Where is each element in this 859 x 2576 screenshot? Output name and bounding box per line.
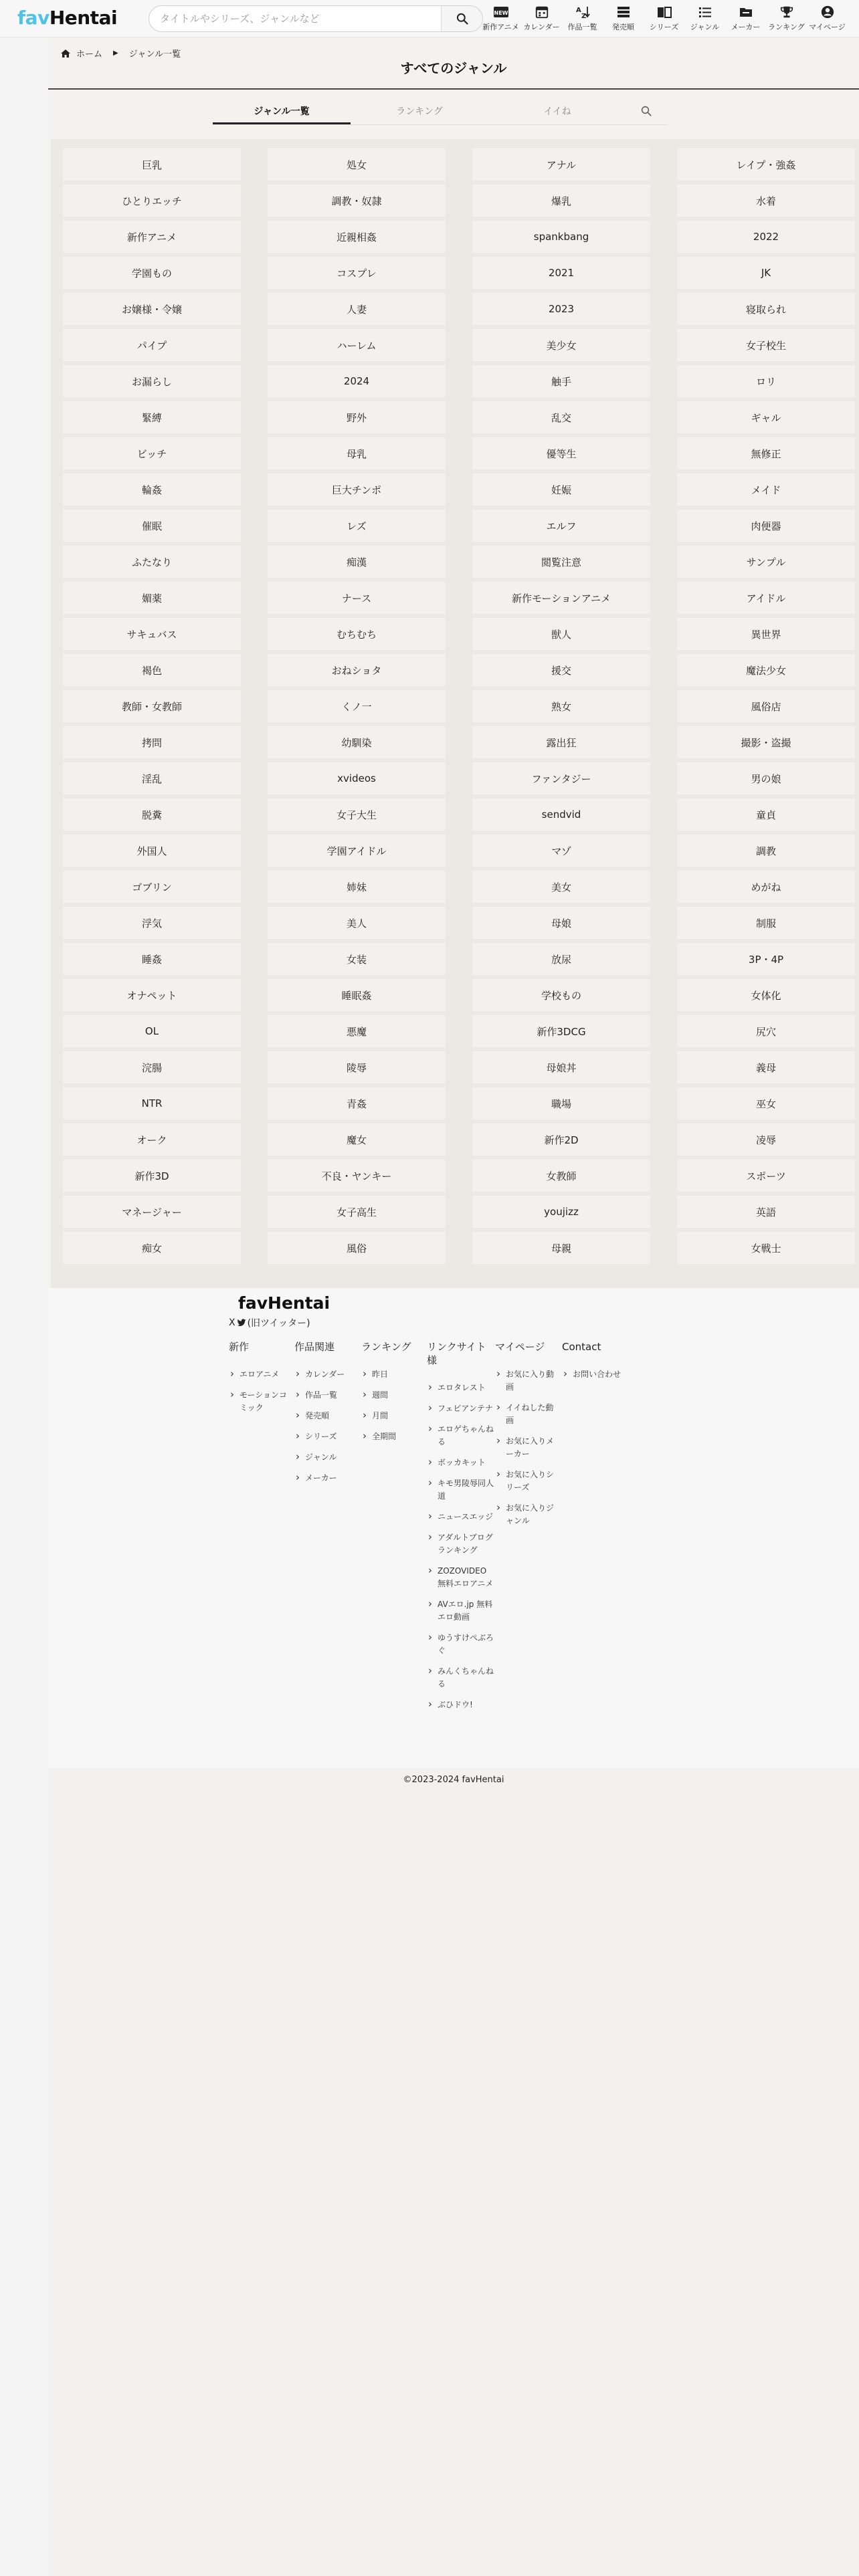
- az-sort-icon: [575, 4, 591, 20]
- genre-item[interactable]: 巫女: [677, 1087, 855, 1119]
- search-button[interactable]: [441, 6, 482, 31]
- footer-x-link[interactable]: [229, 1316, 310, 1329]
- genre-item[interactable]: 巨乳: [63, 148, 241, 181]
- genre-item[interactable]: 爆乳: [472, 185, 650, 217]
- new-badge-icon: [493, 4, 509, 20]
- genre-item[interactable]: おねショタ: [268, 654, 446, 686]
- genre-item[interactable]: 母親: [472, 1232, 650, 1264]
- genre-item[interactable]: 青姦: [268, 1087, 446, 1119]
- trophy-icon: [779, 4, 794, 20]
- tab-ranking[interactable]: ランキング: [396, 106, 443, 117]
- x-label: X: [229, 1317, 235, 1328]
- account-icon: [820, 4, 835, 20]
- genre-item[interactable]: 触手: [472, 365, 650, 397]
- genre-item[interactable]: 新作3DCG: [472, 1015, 650, 1047]
- footer-link[interactable]: › ゆうすけぺぶろぐ: [427, 1632, 494, 1657]
- genre-item[interactable]: ギャル: [677, 401, 855, 433]
- genre-item[interactable]: 睡姦: [63, 943, 241, 975]
- genre-item[interactable]: 緊縛: [63, 401, 241, 433]
- breadcrumb-current: ジャンル一覧: [128, 49, 181, 60]
- footer-column-mypage: [495, 1340, 559, 1535]
- divider: [213, 124, 668, 125]
- list-icon: [616, 4, 631, 20]
- genre-item[interactable]: めがね: [677, 871, 855, 903]
- genre-item[interactable]: 無修正: [677, 437, 855, 469]
- genre-item[interactable]: 美人: [268, 907, 446, 939]
- nav-label: メーカー: [731, 23, 761, 31]
- nav-new-anime[interactable]: [480, 4, 521, 35]
- genre-item[interactable]: 尻穴: [677, 1015, 855, 1047]
- nav-label: ジャンル: [690, 23, 720, 31]
- svg-text:Z: Z: [581, 13, 586, 19]
- genre-item[interactable]: 新作3D: [63, 1160, 241, 1192]
- footer-link[interactable]: › お気に入り動画: [495, 1368, 559, 1394]
- breadcrumb-home-link[interactable]: ホーム: [76, 49, 103, 60]
- main-content: [48, 37, 859, 1288]
- nav-maker[interactable]: [725, 4, 766, 35]
- genre-item[interactable]: 女子校生: [677, 329, 855, 361]
- footer-link[interactable]: › ZOZOVIDEO 無料エロアニメ: [427, 1565, 494, 1590]
- genre-item[interactable]: 巨大チンポ: [268, 473, 446, 506]
- footer-column-heading: リンクサイト様: [427, 1341, 486, 1366]
- genre-item[interactable]: 閲覧注意: [472, 546, 650, 578]
- genre-item[interactable]: spankbang: [472, 221, 650, 253]
- genre-item[interactable]: 露出狂: [472, 726, 650, 758]
- genre-item[interactable]: 学校もの: [472, 979, 650, 1011]
- genre-item[interactable]: 新作2D: [472, 1123, 650, 1156]
- twitter-bird-icon: [237, 1319, 246, 1327]
- genre-item[interactable]: お嬢様・令嬢: [63, 293, 241, 325]
- genre-item[interactable]: 拷問: [63, 726, 241, 758]
- genre-item[interactable]: 撮影・盗撮: [677, 726, 855, 758]
- genre-item[interactable]: オナペット: [63, 979, 241, 1011]
- genre-item[interactable]: 魔女: [268, 1123, 446, 1156]
- genre-item[interactable]: ふたなり: [63, 546, 241, 578]
- genre-item[interactable]: 2022: [677, 221, 855, 253]
- genre-item[interactable]: 乱交: [472, 401, 650, 433]
- genre-item[interactable]: 妊娠: [472, 473, 650, 506]
- genre-item[interactable]: 人妻: [268, 293, 446, 325]
- genre-item[interactable]: マネージャー: [63, 1196, 241, 1228]
- genre-item[interactable]: アナル: [472, 148, 650, 181]
- genre-item[interactable]: サキュバス: [63, 618, 241, 650]
- genre-item[interactable]: ハーレム: [268, 329, 446, 361]
- site-footer: [48, 1288, 859, 1768]
- copyright: ©2023-2024 favHentai: [403, 1775, 504, 1785]
- genre-item[interactable]: 母乳: [268, 437, 446, 469]
- genre-item[interactable]: 睡眠姦: [268, 979, 446, 1011]
- genre-item[interactable]: 悪魔: [268, 1015, 446, 1047]
- nav-mypage[interactable]: [807, 4, 848, 35]
- footer-column-contact: [562, 1340, 626, 1389]
- header-nav: [480, 4, 848, 35]
- genre-item[interactable]: エルフ: [472, 510, 650, 542]
- genre-item[interactable]: 援交: [472, 654, 650, 686]
- search-box: [149, 5, 483, 32]
- genre-item[interactable]: sendvid: [472, 798, 650, 831]
- nav-all-works[interactable]: [562, 4, 603, 35]
- genre-item[interactable]: アイドル: [677, 582, 855, 614]
- genre-item[interactable]: 不良・ヤンキー: [268, 1160, 446, 1192]
- genre-item[interactable]: メイド: [677, 473, 855, 506]
- site-logo[interactable]: favHentai: [17, 7, 118, 29]
- genre-item[interactable]: 母娘丼: [472, 1051, 650, 1083]
- genre-item[interactable]: 輪姦: [63, 473, 241, 506]
- calendar-icon: [535, 4, 549, 20]
- genre-item[interactable]: OL: [63, 1015, 241, 1047]
- footer-column-works: [294, 1340, 360, 1493]
- genre-item[interactable]: 英語: [677, 1196, 855, 1228]
- genre-item[interactable]: 近親相姦: [268, 221, 446, 253]
- x-suffix: (旧ツイッター): [247, 1318, 310, 1329]
- footer-column-heading: 作品関連: [294, 1341, 335, 1353]
- genre-item[interactable]: 幼馴染: [268, 726, 446, 758]
- home-icon: [60, 49, 71, 58]
- book-icon: [656, 4, 672, 20]
- footer-link[interactable]: › 作品一覧: [294, 1389, 360, 1402]
- footer-link[interactable]: › ジャンル: [294, 1451, 360, 1464]
- genre-item[interactable]: ファンタジー: [472, 762, 650, 794]
- genre-item[interactable]: ゴブリン: [63, 871, 241, 903]
- footer-link[interactable]: › イイねした動画: [495, 1402, 559, 1427]
- genre-item[interactable]: 女戦士: [677, 1232, 855, 1264]
- footer-link[interactable]: › エロタレスト: [427, 1382, 494, 1394]
- genre-item[interactable]: 調教・奴隷: [268, 185, 446, 217]
- genre-item[interactable]: 女体化: [677, 979, 855, 1011]
- nav-calendar[interactable]: [521, 4, 562, 35]
- genre-item[interactable]: レイプ・強姦: [677, 148, 855, 181]
- genre-item[interactable]: 2021: [472, 257, 650, 289]
- genre-item[interactable]: 処女: [268, 148, 446, 181]
- genre-item[interactable]: 優等生: [472, 437, 650, 469]
- genre-item[interactable]: 女教師: [472, 1160, 650, 1192]
- footer-link[interactable]: › ぶひドウ!: [427, 1699, 494, 1711]
- genre-item[interactable]: 女子大生: [268, 798, 446, 831]
- genre-item[interactable]: 男の娘: [677, 762, 855, 794]
- genre-item[interactable]: 制服: [677, 907, 855, 939]
- genre-item[interactable]: 姉妹: [268, 871, 446, 903]
- footer-link[interactable]: › メーカー: [294, 1472, 360, 1485]
- footer-column-ranking: [361, 1340, 425, 1451]
- genre-item[interactable]: 調教: [677, 835, 855, 867]
- nav-label: 発売順: [612, 23, 634, 31]
- footer-link[interactable]: › 月間: [361, 1410, 425, 1422]
- svg-text:NEW: NEW: [494, 10, 508, 16]
- footer-column-link-sites: [427, 1340, 494, 1719]
- nav-label: マイページ: [809, 23, 846, 31]
- genre-item[interactable]: 脱糞: [63, 798, 241, 831]
- genre-item[interactable]: 学園アイドル: [268, 835, 446, 867]
- genre-item[interactable]: 職場: [472, 1087, 650, 1119]
- svg-text:A: A: [575, 7, 581, 14]
- footer-column-heading: 新作: [229, 1341, 250, 1353]
- footer-link[interactable]: › ボッカキット: [427, 1457, 494, 1469]
- genre-item[interactable]: 義母: [677, 1051, 855, 1083]
- genre-item[interactable]: ひとりエッチ: [63, 185, 241, 217]
- footer-link[interactable]: › みんくちゃんねる: [427, 1665, 494, 1691]
- genre-item[interactable]: スポーツ: [677, 1160, 855, 1192]
- tab-genre-list[interactable]: ジャンル一覧: [213, 98, 351, 124]
- genre-item[interactable]: 浣腸: [63, 1051, 241, 1083]
- footer-link[interactable]: › ニュースエッジ: [427, 1511, 494, 1523]
- search-input[interactable]: [160, 6, 441, 31]
- footer-link[interactable]: › 週間: [361, 1389, 425, 1402]
- genre-item[interactable]: 魔法少女: [677, 654, 855, 686]
- genre-item[interactable]: 女子高生: [268, 1196, 446, 1228]
- footer-link[interactable]: › 昨日: [361, 1368, 425, 1381]
- genre-item[interactable]: 2023: [472, 293, 650, 325]
- footer-link[interactable]: › カレンダー: [294, 1368, 360, 1381]
- footer-link[interactable]: › シリーズ: [294, 1430, 360, 1443]
- genre-item[interactable]: 女装: [268, 943, 446, 975]
- tab-bar: [213, 98, 666, 124]
- genre-item[interactable]: むちむち: [268, 618, 446, 650]
- genre-item[interactable]: マゾ: [472, 835, 650, 867]
- footer-column-heading: ランキング: [361, 1341, 411, 1353]
- nav-genre[interactable]: [684, 4, 725, 35]
- tab-search-button[interactable]: [626, 98, 666, 124]
- tab-likes[interactable]: イイね: [543, 106, 571, 117]
- genre-item[interactable]: 凌辱: [677, 1123, 855, 1156]
- footer-column-heading: マイページ: [495, 1341, 545, 1353]
- genre-item[interactable]: 痴漢: [268, 546, 446, 578]
- genre-item[interactable]: 褐色: [63, 654, 241, 686]
- footer-link[interactable]: › キモ男陵辱同人道: [427, 1477, 494, 1503]
- footer-link[interactable]: › フェビアンテナ: [427, 1402, 494, 1415]
- genre-item[interactable]: 2024: [268, 365, 446, 397]
- genre-item[interactable]: ビッチ: [63, 437, 241, 469]
- genre-item[interactable]: 浮気: [63, 907, 241, 939]
- genre-item[interactable]: 放尿: [472, 943, 650, 975]
- genre-item[interactable]: 寝取られ: [677, 293, 855, 325]
- genre-item[interactable]: サンプル: [677, 546, 855, 578]
- genre-item[interactable]: オーク: [63, 1123, 241, 1156]
- footer-link[interactable]: › お気に入りジャンル: [495, 1502, 559, 1527]
- nav-series[interactable]: [644, 4, 684, 35]
- search-icon: [640, 105, 652, 117]
- genre-item[interactable]: JK: [677, 257, 855, 289]
- genre-item[interactable]: 熟女: [472, 690, 650, 722]
- footer-link[interactable]: › モーションコミック: [229, 1389, 293, 1414]
- chevron-right-icon: ▶: [113, 49, 118, 57]
- footer-link[interactable]: › エロゲちゃんねる: [427, 1423, 494, 1448]
- genre-item[interactable]: 催眠: [63, 510, 241, 542]
- footer-link[interactable]: › AVエロ.jp 無料エロ動画: [427, 1598, 494, 1624]
- genre-item[interactable]: 美少女: [472, 329, 650, 361]
- genre-item[interactable]: 水着: [677, 185, 855, 217]
- genre-item[interactable]: レズ: [268, 510, 446, 542]
- genre-item[interactable]: くノ一: [268, 690, 446, 722]
- genre-grid: [63, 148, 856, 1264]
- genre-item[interactable]: 新作モーションアニメ: [472, 582, 650, 614]
- genre-item[interactable]: 獣人: [472, 618, 650, 650]
- nav-label: 作品一覧: [567, 23, 597, 31]
- footer-column-heading: Contact: [562, 1341, 601, 1353]
- genre-item[interactable]: 外国人: [63, 835, 241, 867]
- list-bullets-icon: [698, 4, 712, 20]
- genre-item[interactable]: 肉便器: [677, 510, 855, 542]
- nav-label: ランキング: [768, 23, 805, 31]
- genre-item[interactable]: お漏らし: [63, 365, 241, 397]
- genre-item[interactable]: 異世界: [677, 618, 855, 650]
- genre-item[interactable]: 痴女: [63, 1232, 241, 1264]
- footer-link[interactable]: › お問い合わせ: [562, 1368, 626, 1381]
- genre-item[interactable]: ナース: [268, 582, 446, 614]
- nav-label: シリーズ: [649, 23, 679, 31]
- footer-link[interactable]: › アダルトブログランキング: [427, 1531, 494, 1557]
- genre-item[interactable]: 風俗: [268, 1232, 446, 1264]
- genre-item[interactable]: NTR: [63, 1087, 241, 1119]
- nav-ranking[interactable]: [766, 4, 807, 35]
- genre-item[interactable]: 3P・4P: [677, 943, 855, 975]
- footer-logo[interactable]: favHentai: [238, 1293, 330, 1313]
- genre-item[interactable]: 新作アニメ: [63, 221, 241, 253]
- footer-link[interactable]: › エロアニメ: [229, 1368, 293, 1381]
- footer-link[interactable]: › お気に入りメーカー: [495, 1435, 559, 1461]
- genre-item[interactable]: 野外: [268, 401, 446, 433]
- nav-release-order[interactable]: [603, 4, 644, 35]
- genre-item[interactable]: 学園もの: [63, 257, 241, 289]
- genre-item[interactable]: ロリ: [677, 365, 855, 397]
- folder-icon: [739, 4, 753, 20]
- site-header: [0, 0, 859, 37]
- genre-item[interactable]: コスプレ: [268, 257, 446, 289]
- genre-item[interactable]: xvideos: [268, 762, 446, 794]
- left-gutter: [0, 37, 48, 2576]
- divider: [48, 88, 859, 90]
- genre-item[interactable]: 風俗店: [677, 690, 855, 722]
- nav-label: 新作アニメ: [482, 23, 519, 31]
- footer-link[interactable]: › 発売順: [294, 1410, 360, 1422]
- genre-item[interactable]: 童貞: [677, 798, 855, 831]
- genre-item[interactable]: 淫乱: [63, 762, 241, 794]
- genre-item[interactable]: 美女: [472, 871, 650, 903]
- page-title: すべてのジャンル: [400, 60, 507, 76]
- nav-label: カレンダー: [523, 23, 560, 31]
- genre-list-panel: [51, 139, 859, 1288]
- footer-link[interactable]: › 全期間: [361, 1430, 425, 1443]
- genre-item[interactable]: 陵辱: [268, 1051, 446, 1083]
- genre-item[interactable]: パイプ: [63, 329, 241, 361]
- footer-link[interactable]: › お気に入りシリーズ: [495, 1469, 559, 1494]
- genre-item[interactable]: 母娘: [472, 907, 650, 939]
- search-icon: [456, 12, 469, 25]
- genre-item[interactable]: 教師・女教師: [63, 690, 241, 722]
- footer-column-new: [229, 1340, 293, 1422]
- genre-item[interactable]: 媚薬: [63, 582, 241, 614]
- genre-item[interactable]: youjizz: [472, 1196, 650, 1228]
